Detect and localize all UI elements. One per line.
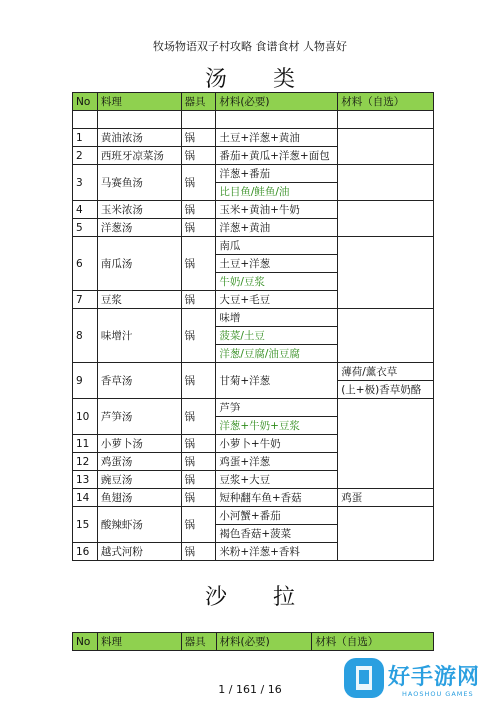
soup-section-title <box>0 62 500 93</box>
row-dish: 西班牙凉菜汤 <box>97 147 181 165</box>
row-no: 3 <box>73 165 98 201</box>
row-no: 13 <box>73 471 98 489</box>
table-row <box>73 399 434 417</box>
row-no: 7 <box>73 291 98 309</box>
row-no: 1 <box>73 129 98 147</box>
row-tool: 锅 <box>181 201 216 219</box>
row-no: 2 <box>73 147 98 165</box>
spacer-cell <box>338 111 434 129</box>
salad-title-char-2: 拉 <box>273 585 296 610</box>
page-header: 牧场物语双子村攻略 食谱食材 人物喜好 <box>153 40 347 53</box>
salad-section-title <box>0 580 500 611</box>
soup-title-char-1: 汤 <box>204 67 227 92</box>
row-no: 12 <box>73 453 98 471</box>
row-optional <box>338 507 434 561</box>
table-row <box>73 201 434 219</box>
row-optional <box>338 237 434 309</box>
row-required: 小萝卜+牛奶 <box>216 435 338 453</box>
salad-title-char-1: 沙 <box>204 585 227 610</box>
watermark-icon <box>342 656 386 700</box>
row-dish: 黄油浓汤 <box>97 129 181 147</box>
row-no: 15 <box>73 507 98 543</box>
row-optional: 鸡蛋 <box>338 489 434 507</box>
row-no: 6 <box>73 237 98 291</box>
watermark-text: 好手游网 <box>388 665 481 690</box>
row-required: 味增 <box>216 309 338 327</box>
row-required: 短种翻车鱼+香菇 <box>216 489 338 507</box>
row-required: 洋葱+番茄 <box>216 165 338 183</box>
row-dish: 芦笋汤 <box>97 399 181 435</box>
col-tool: 器具 <box>181 633 216 651</box>
row-required: 玉米+黄油+牛奶 <box>216 201 338 219</box>
row-required: 番茄+黄瓜+洋葱+面包 <box>216 147 338 165</box>
row-no: 11 <box>73 435 98 453</box>
row-required-alt: 比目鱼/鲑鱼/油 <box>216 183 338 201</box>
row-dish: 鸡蛋汤 <box>97 453 181 471</box>
row-dish: 南瓜汤 <box>97 237 181 291</box>
row-no: 4 <box>73 201 98 219</box>
row-dish: 玉米浓汤 <box>97 201 181 219</box>
row-tool: 锅 <box>181 453 216 471</box>
row-required-alt: 洋葱+牛奶+豆浆 <box>216 417 338 435</box>
row-dish: 马赛鱼汤 <box>97 165 181 201</box>
row-no: 8 <box>73 309 98 363</box>
spacer-cell <box>73 111 98 129</box>
row-dish: 鱼翅汤 <box>97 489 181 507</box>
row-tool: 锅 <box>181 399 216 435</box>
col-required: 材料(必要) <box>216 633 312 651</box>
row-required-alt: 牛奶/豆浆 <box>216 273 338 291</box>
row-required: 芦笋 <box>216 399 338 417</box>
table-row <box>73 489 434 507</box>
spacer-cell <box>181 111 216 129</box>
row-dish: 越式河粉 <box>97 543 181 561</box>
row-dish: 酸辣虾汤 <box>97 507 181 543</box>
row-required-alt: 褐色香菇+菠菜 <box>216 525 338 543</box>
table-row <box>73 363 434 381</box>
row-optional <box>338 201 434 237</box>
row-tool: 锅 <box>181 147 216 165</box>
row-required: 洋葱+黄油 <box>216 219 338 237</box>
row-no: 10 <box>73 399 98 435</box>
row-required: 小河蟹+番茄 <box>216 507 338 525</box>
col-dish: 料理 <box>97 93 181 111</box>
row-tool: 锅 <box>181 435 216 453</box>
row-tool: 锅 <box>181 165 216 201</box>
table-row <box>73 237 434 255</box>
row-tool: 锅 <box>181 129 216 147</box>
row-dish: 味增汁 <box>97 309 181 363</box>
row-required: 米粉+洋葱+香料 <box>216 543 338 561</box>
salad-table <box>72 632 434 651</box>
soup-table <box>72 92 434 561</box>
salad-table-header <box>73 633 434 651</box>
row-tool: 锅 <box>181 219 216 237</box>
row-required-alt: 洋葱/豆腐/油豆腐 <box>216 345 338 363</box>
col-no: No <box>73 633 98 651</box>
row-dish: 豆浆 <box>97 291 181 309</box>
page-number: 1 / 161 / 16 <box>218 683 282 696</box>
row-no: 14 <box>73 489 98 507</box>
row-tool: 锅 <box>181 507 216 543</box>
watermark-logo <box>342 656 490 702</box>
row-no: 9 <box>73 363 98 399</box>
row-dish: 小萝卜汤 <box>97 435 181 453</box>
row-tool: 锅 <box>181 237 216 291</box>
table-row <box>73 507 434 525</box>
table-row <box>73 309 434 327</box>
row-required-alt: 菠菜/土豆 <box>216 327 338 345</box>
row-optional <box>338 165 434 201</box>
row-required: 鸡蛋+洋葱 <box>216 453 338 471</box>
table-row <box>73 165 434 183</box>
row-no: 5 <box>73 219 98 237</box>
soup-title-char-2: 类 <box>273 67 296 92</box>
row-tool: 锅 <box>181 291 216 309</box>
row-dish: 香草汤 <box>97 363 181 399</box>
row-tool: 锅 <box>181 471 216 489</box>
row-optional: 薄荷/薰衣草 <box>338 363 434 381</box>
row-dish: 洋葱汤 <box>97 219 181 237</box>
col-no: No <box>73 93 98 111</box>
row-required: 豆浆+大豆 <box>216 471 338 489</box>
row-tool: 锅 <box>181 309 216 363</box>
row-tool: 锅 <box>181 363 216 399</box>
spacer-cell <box>216 111 338 129</box>
row-required: 大豆+毛豆 <box>216 291 338 309</box>
spacer-cell <box>97 111 181 129</box>
row-optional <box>338 129 434 165</box>
row-optional-alt: (上+极)香草奶酪 <box>338 381 434 399</box>
row-tool: 锅 <box>181 489 216 507</box>
soup-table-header <box>73 93 434 111</box>
row-tool: 锅 <box>181 543 216 561</box>
row-optional <box>338 399 434 489</box>
row-required: 甘菊+洋葱 <box>216 363 338 399</box>
row-required: 南瓜 <box>216 237 338 255</box>
col-tool: 器具 <box>181 93 216 111</box>
col-required: 材料(必要) <box>216 93 338 111</box>
col-dish: 料理 <box>97 633 181 651</box>
table-row <box>73 129 434 147</box>
row-dish: 豌豆汤 <box>97 471 181 489</box>
row-required-alt: 土豆+洋葱 <box>216 255 338 273</box>
row-no: 16 <box>73 543 98 561</box>
col-optional: 材料（自选） <box>338 93 434 111</box>
col-optional: 材料（自选） <box>312 633 434 651</box>
row-required: 土豆+洋葱+黄油 <box>216 129 338 147</box>
row-optional <box>338 309 434 363</box>
watermark-subtext: HAOSHOU GAMES <box>402 690 474 698</box>
